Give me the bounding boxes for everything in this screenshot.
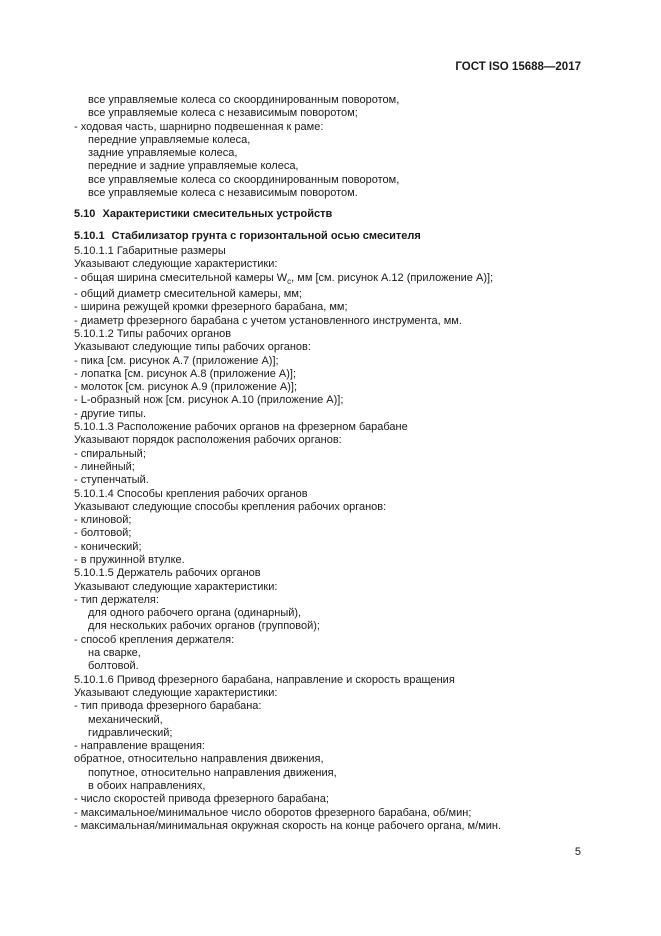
text-line: - тип привода фрезерного барабана: [74, 700, 262, 713]
text-line: все управляемые колеса с независимым поворотом; [88, 107, 358, 120]
text-line: - максимальная/минимальная окружная скорость на конце рабочего органа, м/мин. [74, 819, 502, 832]
text-line: - максимальное/минимальное число оборотов фрезерного барабана, об/мин; [74, 806, 472, 819]
text-line: - направление вращения: [74, 740, 205, 753]
text-line: в обоих направлениях, [88, 780, 206, 793]
continued-list [74, 94, 594, 200]
text-line: 5.10.1.1 Габаритные размеры [74, 244, 226, 257]
text-line: - тип держателя: [74, 593, 159, 606]
text-line: Указывают следующие характеристики: [74, 686, 278, 699]
text-line: - диаметр фрезерного барабана с учетом установленного инструмента, мм. [74, 314, 462, 327]
text-line: - общая ширина смесительной камеры $W_с$, мм [см. рисунок А.12 (приложение А)]; [74, 271, 494, 286]
text-line: все управляемые колеса со скоординированным поворотом, [88, 173, 400, 186]
section-heading [74, 208, 594, 221]
text-line: Указывают следующие типы рабочих органов: [74, 341, 311, 354]
text-line: - ходовая часть, шарнирно подвешенная к раме: [74, 120, 324, 133]
text-line: 5.10.1.6 Привод фрезерного барабана, направление и скорость вращения [74, 673, 455, 686]
text-line: 5.10.1.5 Держатель рабочих органов [74, 567, 261, 580]
width-symbol-subscript: с [287, 276, 292, 286]
subsection-title: Стабилизатор грунта с горизонтальной осью смесителя [111, 229, 421, 242]
text-line: - молоток [см. рисунок А.9 (приложение А)]; [74, 381, 297, 394]
text-line: передние и задние управляемые колеса, [88, 160, 299, 173]
page-header: ГОСТ ISO 15688—2017 [455, 61, 581, 73]
subsection-number: 5.10.1 [74, 229, 105, 242]
text-line: Указывают порядок расположения рабочих органов: [74, 434, 342, 447]
text-line: - ширина режущей кромки фрезерного барабана, мм; [74, 301, 348, 314]
text-line: для одного рабочего органа (одинарный), [88, 607, 302, 620]
text-line: передние управляемые колеса, [88, 133, 251, 146]
text-line: для нескольких рабочих органов (групповой); [88, 620, 320, 633]
text-line: механический, [88, 713, 163, 726]
text-line: - линейный; [74, 460, 135, 473]
text-line: - L-образный нож [см. рисунок А.10 (приложение А)]; [74, 394, 344, 407]
text-line: - болтовой; [74, 527, 132, 540]
text-line: 5.10.1.3 Расположение рабочих органов на фрезерном барабане [74, 421, 408, 434]
text-line: - конический; [74, 540, 142, 553]
text-line: - клиновой; [74, 514, 132, 527]
subsection-heading [74, 230, 594, 243]
text-line: - ступенчатый. [74, 474, 149, 487]
text-line: Указывают следующие способы крепления рабочих органов: [74, 500, 387, 513]
text-line: задние управляемые колеса, [88, 147, 238, 160]
text-line: - в пружинной втулке. [74, 553, 185, 566]
text-line: 5.10.1.4 Способы крепления рабочих органов [74, 487, 308, 500]
text-line: - общий диаметр смесительной камеры, мм; [74, 288, 302, 301]
page-content [74, 94, 594, 833]
body-text [74, 245, 594, 833]
text-line: гидравлический; [88, 726, 173, 739]
text-line: Указывают следующие характеристики: [74, 258, 278, 271]
text-line: - пика [см. рисунок А.7 (приложение А)]; [74, 354, 279, 367]
section-number: 5.10 [74, 208, 96, 221]
text-line: все управляемые колеса с независимым поворотом. [88, 187, 358, 200]
text-line: 5.10.1.2 Типы рабочих органов [74, 327, 232, 340]
text-line: попутное, относительно направления движения, [88, 766, 337, 779]
text-line: - спиральный; [74, 447, 146, 460]
text-line: - другие типы. [74, 407, 147, 420]
page-number: 5 [574, 846, 581, 858]
text-line: - лопатка [см. рисунок А.8 (приложение А)]; [74, 367, 296, 380]
text-line: все управляемые колеса со скоординированным поворотом, [88, 94, 400, 106]
text-line: обратное, относительно направления движения, [74, 753, 324, 766]
width-line-tail: , мм [см. рисунок А.12 (приложение А)]; [291, 271, 494, 284]
text-line: - число скоростей привода фрезерного барабана; [74, 793, 329, 806]
text-line: - способ крепления держателя: [74, 633, 235, 646]
text-line: на сварке, [88, 647, 141, 660]
text-line: Указывают следующие характеристики: [74, 580, 278, 593]
text-line: болтовой. [88, 660, 139, 673]
section-title: Характеристики смесительных устройств [102, 208, 333, 221]
